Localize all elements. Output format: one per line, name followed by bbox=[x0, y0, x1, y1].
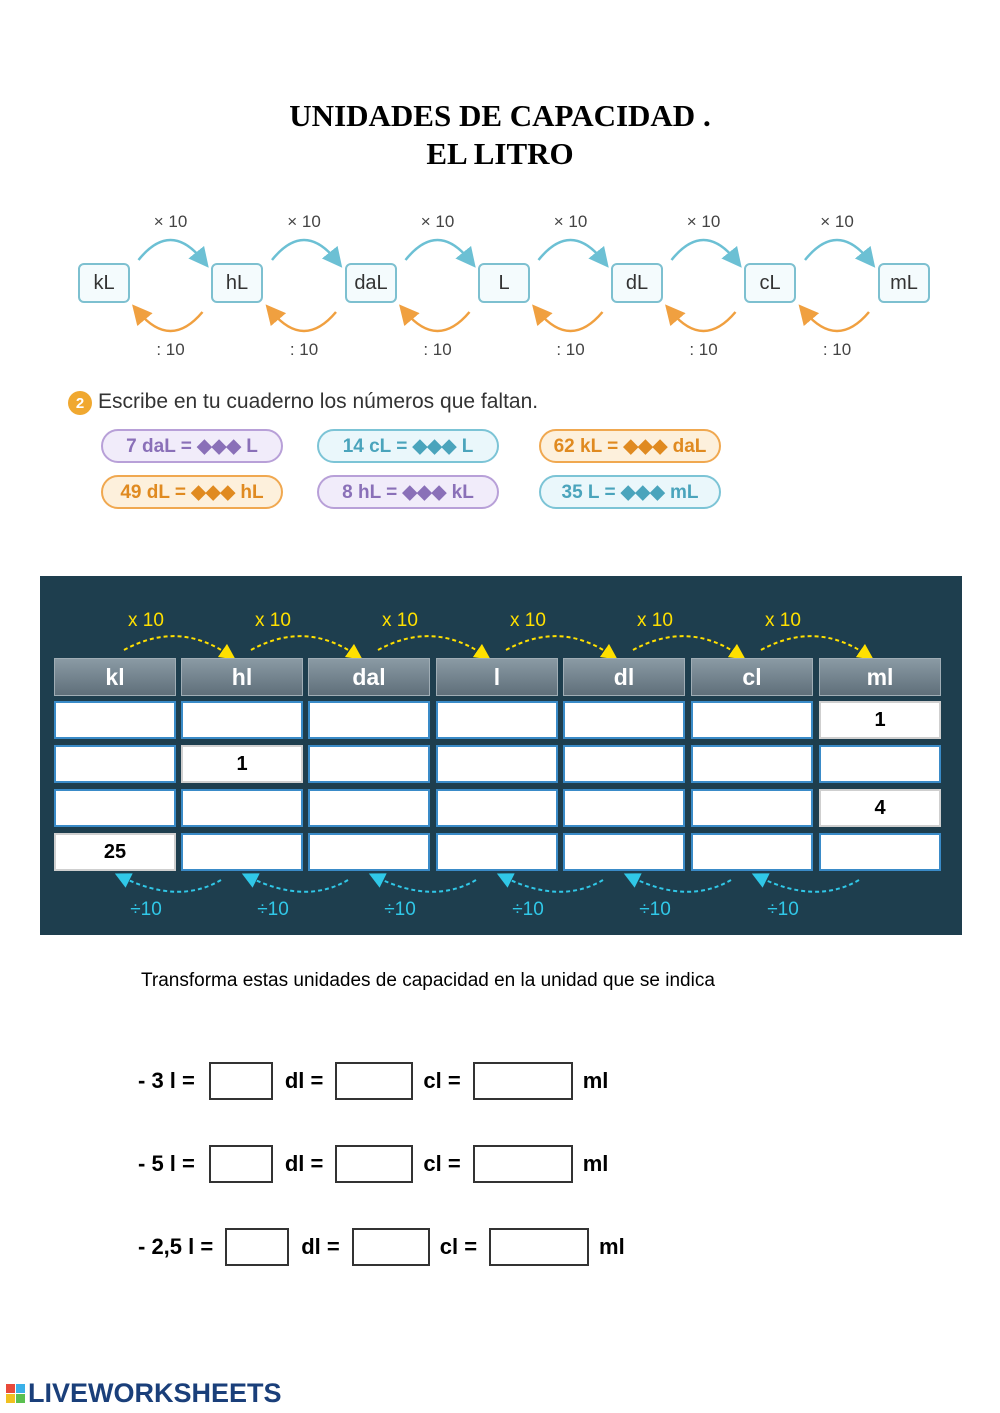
exercise-item: 35 L = ◆◆◆ mL bbox=[539, 475, 721, 509]
column-header: ml bbox=[819, 658, 941, 696]
divide-label: : 10 bbox=[822, 340, 852, 359]
exercise-item: 62 kL = ◆◆◆ daL bbox=[539, 429, 721, 463]
multiply-label: x 10 bbox=[765, 610, 801, 631]
row-prefix: - 2,5 l = bbox=[138, 1234, 214, 1259]
page-subtitle: EL LITRO bbox=[426, 136, 574, 171]
table-cell-input[interactable] bbox=[308, 745, 430, 783]
table-cell-given: 1 bbox=[181, 745, 303, 783]
divide-label: : 10 bbox=[289, 340, 319, 359]
column-header: kl bbox=[54, 658, 176, 696]
multiply-label: x 10 bbox=[382, 610, 418, 631]
answer-dl-input[interactable] bbox=[225, 1228, 289, 1266]
multiply-arrow bbox=[633, 636, 739, 655]
table-cell-input[interactable] bbox=[308, 833, 430, 871]
unit-label: ml bbox=[582, 1068, 609, 1093]
answer-dl-input[interactable] bbox=[209, 1145, 273, 1183]
multiply-label: x 10 bbox=[637, 610, 673, 631]
multiply-arrow bbox=[251, 636, 356, 655]
table-cell-input[interactable] bbox=[436, 789, 558, 827]
table-cell-given: 25 bbox=[54, 833, 176, 871]
divide-label: : 10 bbox=[689, 340, 718, 359]
answer-ml-input[interactable] bbox=[489, 1228, 589, 1266]
table-cell-input[interactable] bbox=[181, 789, 303, 827]
exercise-number-badge: 2 bbox=[68, 391, 92, 415]
unit-label: dl = bbox=[301, 1234, 340, 1259]
divide-arrow bbox=[759, 877, 859, 892]
divide-label: ÷10 bbox=[767, 899, 799, 920]
divide-arrow bbox=[249, 877, 348, 892]
answer-cl-input[interactable] bbox=[335, 1145, 413, 1183]
multiply-label: × 10 bbox=[153, 212, 188, 231]
unit-box: daL bbox=[345, 263, 397, 303]
answer-ml-input[interactable] bbox=[473, 1145, 573, 1183]
unit-box: cL bbox=[744, 263, 796, 303]
exercise-item: 8 hL = ◆◆◆ kL bbox=[317, 475, 499, 509]
table-cell-input[interactable] bbox=[691, 745, 813, 783]
table-cell-input[interactable] bbox=[54, 745, 176, 783]
table-cell-given: 1 bbox=[819, 701, 941, 739]
divide-arrow bbox=[376, 877, 476, 892]
exercise-item: 7 daL = ◆◆◆ L bbox=[101, 429, 283, 463]
exercise-item: 14 cL = ◆◆◆ L bbox=[317, 429, 499, 463]
column-header: cl bbox=[691, 658, 813, 696]
unit-label: dl = bbox=[284, 1151, 324, 1176]
multiply-arrow bbox=[124, 636, 229, 655]
multiply-label: × 10 bbox=[420, 212, 455, 231]
multiply-label: × 10 bbox=[287, 212, 321, 231]
table-cell-input[interactable] bbox=[691, 701, 813, 739]
divide-arrow bbox=[122, 877, 221, 892]
multiply-label: × 10 bbox=[553, 212, 588, 231]
table-cell-input[interactable] bbox=[819, 745, 941, 783]
multiply-label: x 10 bbox=[510, 610, 546, 631]
unit-label: cl = bbox=[423, 1151, 461, 1176]
table-cell-input[interactable] bbox=[563, 701, 685, 739]
multiply-label: x 10 bbox=[128, 610, 164, 631]
table-cell-input[interactable] bbox=[563, 745, 685, 783]
page-title: UNIDADES DE CAPACIDAD . bbox=[289, 98, 711, 133]
divide-label: ÷10 bbox=[639, 899, 671, 920]
table-cell-input[interactable] bbox=[691, 833, 813, 871]
table-cell-input[interactable] bbox=[691, 789, 813, 827]
logo-text: LIVEWORKSHEETS bbox=[28, 1378, 282, 1408]
liveworksheets-logo[interactable] bbox=[6, 1378, 282, 1409]
transform-instruction: Transforma estas unidades de capacidad en la unidad que se indica bbox=[141, 970, 715, 991]
divide-arrow bbox=[504, 877, 603, 892]
divide-label: ÷10 bbox=[512, 899, 544, 920]
unit-label: ml bbox=[599, 1234, 625, 1259]
answer-cl-input[interactable] bbox=[352, 1228, 430, 1266]
divide-label: : 10 bbox=[156, 340, 185, 359]
answer-ml-input[interactable] bbox=[473, 1062, 573, 1100]
multiply-label: × 10 bbox=[820, 212, 854, 231]
divide-label: ÷10 bbox=[130, 899, 162, 920]
table-cell-input[interactable] bbox=[308, 701, 430, 739]
table-cell-input[interactable] bbox=[436, 833, 558, 871]
table-cell-input[interactable] bbox=[563, 789, 685, 827]
divide-label: ÷10 bbox=[384, 899, 416, 920]
logo-mark-icon bbox=[6, 1384, 25, 1403]
divide-arrow bbox=[631, 877, 731, 892]
unit-box: mL bbox=[878, 263, 930, 303]
table-cell-input[interactable] bbox=[819, 833, 941, 871]
column-header: dal bbox=[308, 658, 430, 696]
unit-label: cl = bbox=[423, 1068, 461, 1093]
transform-row bbox=[138, 1144, 608, 1184]
exercise-instruction: Escribe en tu cuaderno los números que faltan. bbox=[98, 390, 539, 413]
multiply-label: x 10 bbox=[255, 610, 291, 631]
column-header: hl bbox=[181, 658, 303, 696]
row-prefix: - 3 l = bbox=[138, 1068, 195, 1093]
unit-box: dL bbox=[611, 263, 663, 303]
unit-box: kL bbox=[78, 263, 130, 303]
table-cell-input[interactable] bbox=[181, 833, 303, 871]
column-header: dl bbox=[563, 658, 685, 696]
divide-label: ÷10 bbox=[257, 899, 289, 920]
table-cell-given: 4 bbox=[819, 789, 941, 827]
multiply-arrow bbox=[378, 636, 484, 655]
table-cell-input[interactable] bbox=[308, 789, 430, 827]
column-header: l bbox=[436, 658, 558, 696]
table-cell-input[interactable] bbox=[563, 833, 685, 871]
transform-row bbox=[138, 1061, 608, 1101]
row-prefix: - 5 l = bbox=[138, 1151, 195, 1176]
multiply-label: × 10 bbox=[686, 212, 721, 231]
table-cell-input[interactable] bbox=[54, 789, 176, 827]
table-cell-input[interactable] bbox=[54, 701, 176, 739]
table-cell-input[interactable] bbox=[436, 745, 558, 783]
unit-box: hL bbox=[211, 263, 263, 303]
multiply-arrow bbox=[506, 636, 611, 655]
table-cell-input[interactable] bbox=[181, 701, 303, 739]
answer-dl-input[interactable] bbox=[209, 1062, 273, 1100]
answer-cl-input[interactable] bbox=[335, 1062, 413, 1100]
divide-label: : 10 bbox=[423, 340, 452, 359]
table-cell-input[interactable] bbox=[436, 701, 558, 739]
unit-label: ml bbox=[582, 1151, 609, 1176]
unit-box: L bbox=[478, 263, 530, 303]
exercise-item: 49 dL = ◆◆◆ hL bbox=[101, 475, 283, 509]
unit-label: cl = bbox=[439, 1234, 478, 1259]
transform-row bbox=[138, 1227, 625, 1267]
unit-label: dl = bbox=[284, 1068, 324, 1093]
divide-label: : 10 bbox=[556, 340, 585, 359]
multiply-arrow bbox=[761, 636, 867, 655]
